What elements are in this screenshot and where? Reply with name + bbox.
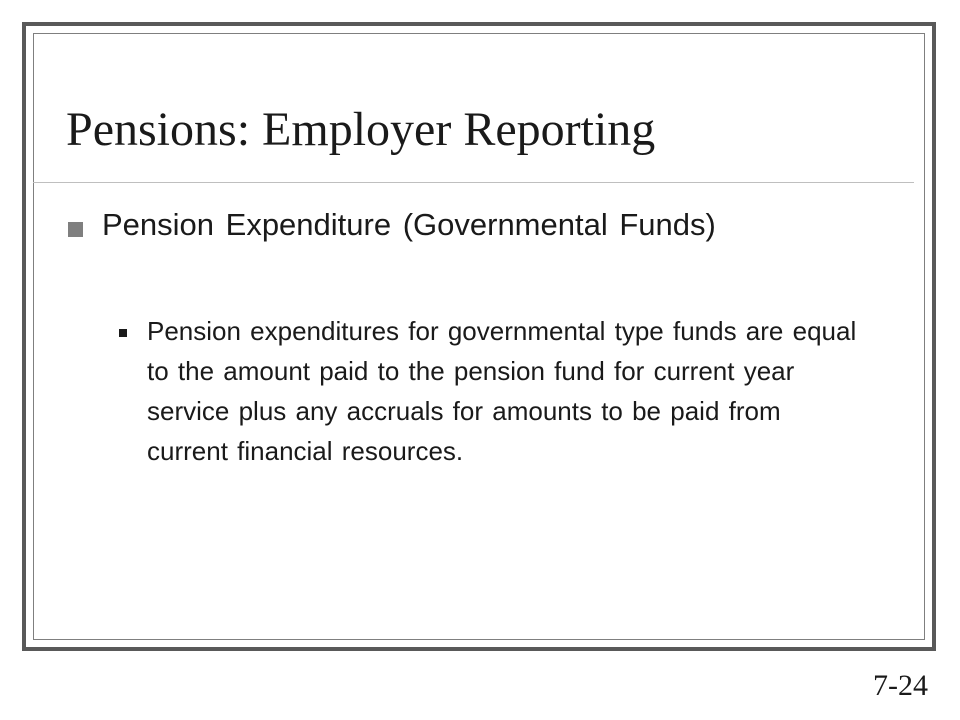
small-square-bullet-icon bbox=[119, 329, 127, 337]
square-bullet-icon bbox=[68, 222, 83, 237]
slide-number: 7-24 bbox=[873, 669, 928, 702]
title-divider bbox=[33, 182, 914, 183]
bullet-text: Pension Expenditure (Governmental Funds) bbox=[102, 207, 716, 242]
sub-bullet-text: Pension expenditures for governmental type funds are equal to the amount paid to the pension fund for current year service plus any accruals for amounts to be paid from current financial resources. bbox=[147, 316, 857, 466]
slide-title: Pensions: Employer Reporting bbox=[66, 103, 656, 156]
